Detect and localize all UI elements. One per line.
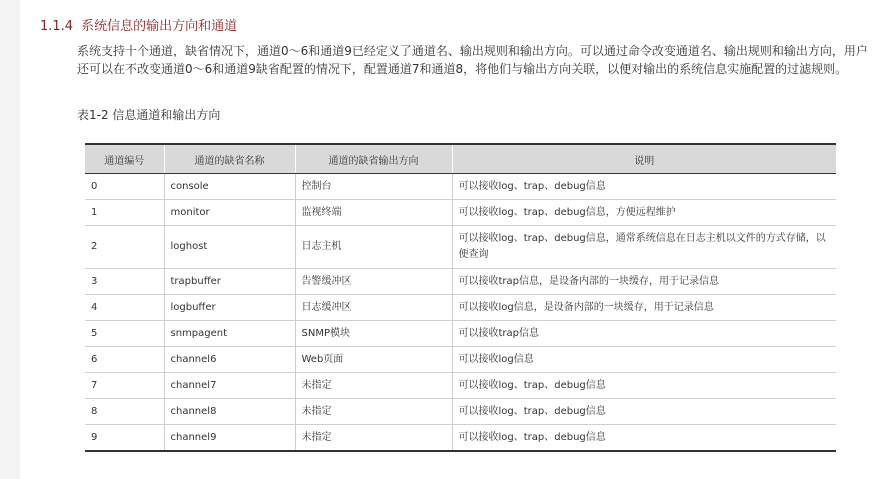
header-channel-note: 说明 — [452, 144, 836, 174]
table-row — [85, 347, 836, 373]
cell-note: 可以接收log、trap、debug信息，通常系统信息在日志主机以文件的方式存储，以便查询 — [452, 226, 836, 269]
header-channel-direction: 通道的缺省输出方向 — [295, 144, 452, 174]
section-heading — [40, 17, 237, 37]
left-margin-strip — [0, 0, 20, 479]
table-header-row — [85, 144, 836, 174]
cell-name: channel9 — [164, 425, 295, 452]
cell-id: 0 — [85, 174, 164, 200]
cell-direction: 监视终端 — [295, 200, 452, 226]
cell-note: 可以接收log、trap、debug信息 — [452, 425, 836, 452]
table-row — [85, 174, 836, 200]
cell-direction: 未指定 — [295, 399, 452, 425]
cell-name: channel6 — [164, 347, 295, 373]
cell-name: loghost — [164, 226, 295, 269]
channel-table — [85, 143, 836, 452]
table-row — [85, 295, 836, 321]
table-row — [85, 200, 836, 226]
section-paragraph: 系统支持十个通道，缺省情况下，通道0～6和通道9已经定义了通道名、输出规则和输出方向。可以通过命令改变通道名、输出规则和输出方向，用户还可以在不改变通道0～6和通道9缺省配置的情况下，配置通道7和通道8，将他们与输出方向关联，以便对输出的系统信息实施配置的过滤规则。 — [77, 44, 868, 76]
cell-id: 5 — [85, 321, 164, 347]
cell-note: 可以接收trap信息 — [452, 321, 836, 347]
cell-note: 可以接收log、trap、debug信息 — [452, 373, 836, 399]
cell-note: 可以接收log信息，是设备内部的一块缓存，用于记录信息 — [452, 295, 836, 321]
cell-direction: 日志缓冲区 — [295, 295, 452, 321]
cell-id: 3 — [85, 269, 164, 295]
table-row — [85, 373, 836, 399]
cell-direction: 日志主机 — [295, 226, 452, 269]
cell-name: console — [164, 174, 295, 200]
cell-id: 9 — [85, 425, 164, 452]
cell-note: 可以接收log信息 — [452, 347, 836, 373]
cell-name: channel7 — [164, 373, 295, 399]
table-caption: 表1-2 信息通道和输出方向 — [77, 108, 221, 122]
cell-direction: 告警缓冲区 — [295, 269, 452, 295]
cell-id: 6 — [85, 347, 164, 373]
cell-id: 2 — [85, 226, 164, 269]
cell-name: trapbuffer — [164, 269, 295, 295]
table-row — [85, 226, 836, 269]
cell-direction: 控制台 — [295, 174, 452, 200]
table-row — [85, 269, 836, 295]
cell-note: 可以接收log、trap、debug信息 — [452, 399, 836, 425]
cell-id: 7 — [85, 373, 164, 399]
cell-id: 1 — [85, 200, 164, 226]
cell-name: channel8 — [164, 399, 295, 425]
table-row — [85, 425, 836, 452]
cell-note: 可以接收trap信息，是设备内部的一块缓存，用于记录信息 — [452, 269, 836, 295]
cell-note: 可以接收log、trap、debug信息 — [452, 174, 836, 200]
section-number: 1.1.4 — [40, 19, 74, 34]
header-channel-id: 通道编号 — [85, 144, 164, 174]
cell-note: 可以接收log、trap、debug信息，方便远程维护 — [452, 200, 836, 226]
table-row — [85, 321, 836, 347]
cell-direction: 未指定 — [295, 425, 452, 452]
table-row — [85, 399, 836, 425]
section-title: 系统信息的输出方向和通道 — [81, 19, 238, 34]
cell-direction: SNMP模块 — [295, 321, 452, 347]
cell-name: snmpagent — [164, 321, 295, 347]
cell-direction: 未指定 — [295, 373, 452, 399]
cell-name: logbuffer — [164, 295, 295, 321]
cell-direction: Web页面 — [295, 347, 452, 373]
cell-name: monitor — [164, 200, 295, 226]
header-channel-name: 通道的缺省名称 — [164, 144, 295, 174]
cell-id: 8 — [85, 399, 164, 425]
cell-id: 4 — [85, 295, 164, 321]
